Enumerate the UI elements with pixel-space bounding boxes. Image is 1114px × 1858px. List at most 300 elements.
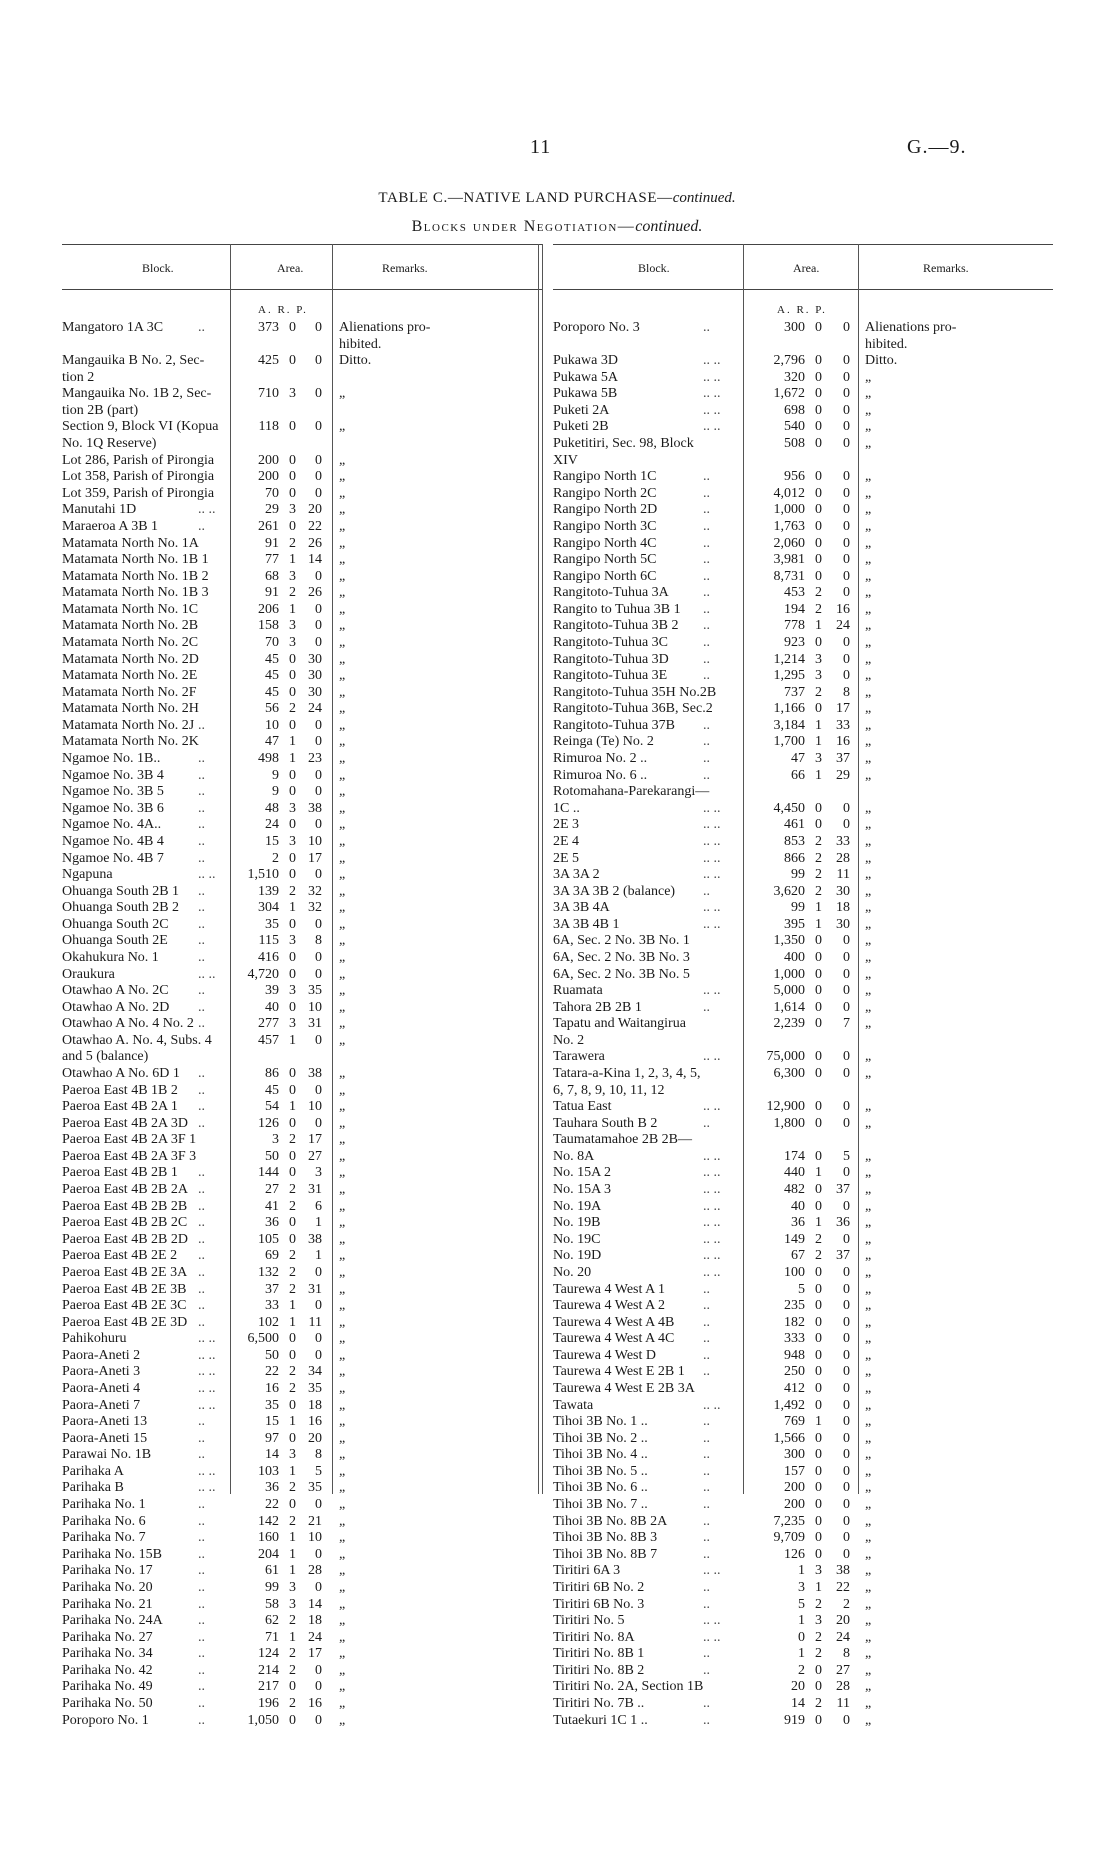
block-name: Paeroa East 4B 2A 1 xyxy=(62,1099,178,1115)
block-name: tion 2 xyxy=(62,369,95,385)
remarks: „ xyxy=(339,1480,346,1496)
block-name: Manutahi 1D xyxy=(62,502,137,518)
table-row xyxy=(553,1199,1053,1216)
area-roods: 0 xyxy=(815,1397,822,1413)
block-name: Rimuroa No. 6 .. xyxy=(553,767,648,783)
area-perches: 0 xyxy=(315,767,322,783)
leader-dots: .. xyxy=(703,502,710,518)
table-row xyxy=(553,469,1053,486)
area-roods: 1 xyxy=(289,601,296,617)
area-perches: 18 xyxy=(308,1397,322,1413)
area-acres: 1,350 xyxy=(773,933,805,949)
area-roods: 0 xyxy=(815,1546,822,1562)
remarks: „ xyxy=(865,502,872,518)
area-acres: 158 xyxy=(258,618,279,634)
table-row xyxy=(62,353,542,370)
block-name: Taurewa 4 West A 1 xyxy=(553,1281,665,1297)
block-name: Paeroa East 4B 2B 2A xyxy=(62,1182,188,1198)
table-row xyxy=(62,1480,542,1497)
area-roods: 0 xyxy=(815,966,822,982)
area-roods: 3 xyxy=(289,800,296,816)
remarks: „ xyxy=(865,999,872,1015)
remarks: „ xyxy=(339,634,346,650)
block-name: Ngamoe No. 4A.. xyxy=(62,817,162,833)
area-acres: 1,700 xyxy=(773,734,805,750)
block-name: Ruamata xyxy=(553,983,603,999)
area-acres: 126 xyxy=(784,1546,805,1562)
area-acres: 149 xyxy=(784,1231,805,1247)
remarks: „ xyxy=(865,767,872,783)
area-roods: 0 xyxy=(815,485,822,501)
block-name: Parihaka No. 27 xyxy=(62,1629,153,1645)
area-acres: 1,492 xyxy=(773,1397,805,1413)
block-name: 3A 3A 2 xyxy=(553,867,600,883)
area-perches: 0 xyxy=(843,949,850,965)
area-acres: 333 xyxy=(784,1331,805,1347)
area-roods: 0 xyxy=(289,867,296,883)
area-perches: 30 xyxy=(308,651,322,667)
area-acres: 124 xyxy=(258,1646,279,1662)
remarks: „ xyxy=(865,1381,872,1396)
area-acres: 1 xyxy=(798,1613,805,1629)
area-acres: 1 xyxy=(798,1563,805,1579)
area-perches: 28 xyxy=(308,1563,322,1579)
area-perches: 0 xyxy=(315,1032,322,1048)
table-row xyxy=(62,1497,542,1514)
area-acres: 50 xyxy=(265,1148,279,1164)
area-roods: 0 xyxy=(289,1066,296,1082)
block-name: Poroporo No. 3 xyxy=(553,320,640,335)
area-acres: 99 xyxy=(265,1579,279,1595)
block-name: Paora-Aneti 3 xyxy=(62,1364,141,1380)
area-roods: 1 xyxy=(289,900,296,916)
remarks: „ xyxy=(339,784,346,800)
table-row xyxy=(553,1265,1053,1282)
area-acres: 3,981 xyxy=(773,552,805,568)
area-perches: 29 xyxy=(836,767,850,783)
area-perches: 0 xyxy=(315,817,322,833)
table-row xyxy=(553,453,1053,470)
remarks: „ xyxy=(339,684,346,700)
block-name: 1C .. xyxy=(553,800,580,816)
area-acres: 27 xyxy=(265,1182,279,1198)
leader-dots: .. .. xyxy=(703,1563,721,1579)
area-roods: 3 xyxy=(289,502,296,518)
leader-dots: .. .. xyxy=(703,1264,721,1280)
block-name: Lot 359, Parish of Pirongia xyxy=(62,485,215,501)
leader-dots: .. xyxy=(703,734,710,750)
remarks: „ xyxy=(865,850,872,866)
area-perches: 24 xyxy=(308,701,322,717)
remarks: „ xyxy=(339,668,346,684)
area-acres: 373 xyxy=(258,320,279,335)
area-perches: 0 xyxy=(843,1049,850,1065)
area-roods: 1 xyxy=(289,1629,296,1645)
area-roods: 0 xyxy=(815,1182,822,1198)
block-name: Paeroa East 4B 2E 3B xyxy=(62,1281,187,1297)
area-acres: 217 xyxy=(258,1679,279,1695)
remarks: „ xyxy=(339,983,346,999)
area-perches: 34 xyxy=(308,1364,322,1380)
table-row xyxy=(553,1215,1053,1232)
area-roods: 0 xyxy=(815,1480,822,1496)
block-name: Rangipo North 2D xyxy=(553,502,658,518)
leader-dots: .. xyxy=(198,900,205,916)
remarks: „ xyxy=(865,883,872,899)
area-acres: 4,012 xyxy=(773,485,805,501)
table-row xyxy=(553,1514,1053,1531)
table-row xyxy=(62,1066,542,1083)
table-row xyxy=(62,884,542,901)
area-acres: 1,050 xyxy=(247,1712,279,1728)
remarks: „ xyxy=(865,1530,872,1546)
area-roods: 2 xyxy=(289,585,296,601)
leader-dots: .. xyxy=(703,1298,710,1314)
area-perches: 0 xyxy=(843,1381,850,1396)
table-row xyxy=(62,1116,542,1133)
area-perches: 32 xyxy=(308,883,322,899)
table-row xyxy=(553,1679,1053,1696)
area-roods: 0 xyxy=(289,850,296,866)
block-name: Rangitoto-Tuhua 35H No.2B xyxy=(553,684,717,700)
area-acres: 425 xyxy=(258,353,279,369)
leader-dots: .. .. xyxy=(198,1463,216,1479)
leader-dots: .. xyxy=(703,1281,710,1297)
area-acres: 1,295 xyxy=(773,668,805,684)
area-acres: 103 xyxy=(258,1463,279,1479)
table-row xyxy=(62,751,542,768)
table-row xyxy=(553,801,1053,818)
area-roods: 0 xyxy=(289,353,296,369)
area-roods: 3 xyxy=(815,651,822,667)
area-roods: 0 xyxy=(289,1148,296,1164)
block-name: Tihoi 3B No. 2 .. xyxy=(553,1430,648,1446)
table-row xyxy=(62,519,542,536)
table-row xyxy=(553,701,1053,718)
area-acres: 1 xyxy=(798,1646,805,1662)
area-roods: 0 xyxy=(815,1430,822,1446)
leader-dots: .. xyxy=(703,883,710,899)
area-acres: 440 xyxy=(784,1165,805,1181)
block-name: Tihoi 3B No. 6 .. xyxy=(553,1480,648,1496)
area-perches: 24 xyxy=(836,618,850,634)
block-name: Taurewa 4 West A 2 xyxy=(553,1298,665,1314)
area-acres: 4,720 xyxy=(247,966,279,982)
area-perches: 0 xyxy=(843,1497,850,1513)
remarks: „ xyxy=(339,1546,346,1562)
block-name: Matamata North No. 2B xyxy=(62,618,199,634)
area-acres: 956 xyxy=(784,469,805,485)
remarks: „ xyxy=(865,1016,872,1032)
remarks: „ xyxy=(339,1215,346,1231)
area-acres: 923 xyxy=(784,634,805,650)
area-roods: 1 xyxy=(815,1215,822,1231)
leader-dots: .. .. xyxy=(198,966,216,982)
area-perches: 0 xyxy=(843,1331,850,1347)
area-perches: 0 xyxy=(843,1314,850,1330)
table-row xyxy=(62,1530,542,1547)
table-row xyxy=(553,1132,1053,1149)
leader-dots: .. xyxy=(198,1115,205,1131)
area-roods: 2 xyxy=(815,601,822,617)
area-acres: 1,566 xyxy=(773,1430,805,1446)
area-acres: 196 xyxy=(258,1695,279,1711)
area-perches: 3 xyxy=(315,1165,322,1181)
leader-dots: .. .. xyxy=(703,1049,721,1065)
area-perches: 0 xyxy=(843,983,850,999)
block-name: Matamata North No. 1B 1 xyxy=(62,552,209,568)
remarks: „ xyxy=(865,1198,872,1214)
block-name: Tiritiri 6B No. 3 xyxy=(553,1596,645,1612)
area-roods: 1 xyxy=(815,1414,822,1430)
remarks: „ xyxy=(339,1314,346,1330)
area-perches: 38 xyxy=(308,800,322,816)
area-perches: 0 xyxy=(843,1165,850,1181)
area-perches: 31 xyxy=(308,1016,322,1032)
area-acres: 61 xyxy=(265,1563,279,1579)
area-roods: 0 xyxy=(289,1347,296,1363)
leader-dots: .. .. xyxy=(703,1165,721,1181)
block-name: Pahikohuru xyxy=(62,1331,127,1347)
table-row xyxy=(62,1381,542,1398)
block-name: 3A 3A 3B 2 (balance) xyxy=(553,883,676,899)
remarks: „ xyxy=(865,1314,872,1330)
block-name: Paeroa East 4B 2E 2 xyxy=(62,1248,178,1264)
leader-dots: .. xyxy=(703,767,710,783)
area-roods: 1 xyxy=(815,734,822,750)
remarks: „ xyxy=(339,1115,346,1131)
table-row xyxy=(553,552,1053,569)
area-perches: 27 xyxy=(836,1662,850,1678)
area-roods: 0 xyxy=(289,999,296,1015)
area-perches: 17 xyxy=(308,1132,322,1148)
area-roods: 0 xyxy=(815,1513,822,1529)
remarks: „ xyxy=(339,518,346,534)
table-row xyxy=(62,933,542,950)
remarks: „ xyxy=(865,601,872,617)
block-name: Rangitoto-Tuhua 3A xyxy=(553,585,669,601)
remarks: „ xyxy=(865,701,872,717)
leader-dots: .. xyxy=(198,1695,205,1711)
remarks: „ xyxy=(339,833,346,849)
area-roods: 0 xyxy=(815,1148,822,1164)
block-name: Parihaka No. 50 xyxy=(62,1695,153,1711)
area-acres: 48 xyxy=(265,800,279,816)
table-row xyxy=(62,1149,542,1166)
area-perches: 38 xyxy=(308,1231,322,1247)
area-acres: 10 xyxy=(265,717,279,733)
table-row xyxy=(62,1265,542,1282)
area-roods: 0 xyxy=(815,1016,822,1032)
area-acres: 22 xyxy=(265,1364,279,1380)
block-name: Paeroa East 4B 2A 3D xyxy=(62,1115,188,1131)
leader-dots: .. xyxy=(703,1646,710,1662)
area-perches: 0 xyxy=(843,966,850,982)
area-acres: 300 xyxy=(784,320,805,335)
table-row xyxy=(553,1447,1053,1464)
area-acres: 4,450 xyxy=(773,800,805,816)
block-name: 6, 7, 8, 9, 10, 11, 12 xyxy=(553,1082,665,1098)
leader-dots: .. .. xyxy=(703,850,721,866)
subtitle-main: Blocks under Negotiation— xyxy=(411,218,636,235)
remarks: „ xyxy=(339,933,346,949)
area-acres: 35 xyxy=(265,916,279,932)
area-roods: 2 xyxy=(815,1596,822,1612)
area-roods: 1 xyxy=(289,1414,296,1430)
block-name: Tarawera xyxy=(553,1049,605,1065)
area-roods: 1 xyxy=(289,1099,296,1115)
area-acres: 16 xyxy=(265,1381,279,1396)
area-acres: 698 xyxy=(784,402,805,418)
table-row xyxy=(62,618,542,635)
table-row xyxy=(62,1679,542,1696)
remarks: „ xyxy=(339,867,346,883)
block-name: 6A, Sec. 2 No. 3B No. 5 xyxy=(553,966,690,982)
area-acres: 853 xyxy=(784,833,805,849)
block-name: No. 20 xyxy=(553,1264,592,1280)
block-name: XIV xyxy=(553,452,578,468)
area-roods: 0 xyxy=(289,518,296,534)
area-roods: 1 xyxy=(815,900,822,916)
area-roods: 1 xyxy=(815,916,822,932)
area-acres: 0 xyxy=(798,1629,805,1645)
area-roods: 2 xyxy=(289,1381,296,1396)
leader-dots: .. xyxy=(703,469,710,485)
area-acres: 33 xyxy=(265,1298,279,1314)
table-row xyxy=(553,817,1053,834)
area-acres: 144 xyxy=(258,1165,279,1181)
table-row xyxy=(62,685,542,702)
remarks: „ xyxy=(339,1430,346,1446)
block-name: and 5 (balance) xyxy=(62,1049,149,1065)
block-name: Taurewa 4 West A 4B xyxy=(553,1314,675,1330)
remarks: „ xyxy=(865,1066,872,1082)
area-perches: 0 xyxy=(843,1281,850,1297)
area-perches: 0 xyxy=(843,1712,850,1728)
table-row xyxy=(62,1298,542,1315)
remarks: „ xyxy=(865,552,872,568)
area-acres: 132 xyxy=(258,1264,279,1280)
area-perches: 17 xyxy=(308,850,322,866)
block-name: Ohuanga South 2C xyxy=(62,916,169,932)
table-row xyxy=(62,1364,542,1381)
area-acres: 35 xyxy=(265,1397,279,1413)
leader-dots: .. xyxy=(703,1662,710,1678)
area-perches: 33 xyxy=(836,833,850,849)
leader-dots: .. xyxy=(703,1695,710,1711)
remarks: „ xyxy=(865,800,872,816)
area-roods: 2 xyxy=(815,585,822,601)
area-roods: 2 xyxy=(289,1364,296,1380)
block-name: Paeroa East 4B 2B 2D xyxy=(62,1231,188,1247)
block-name: Parihaka No. 6 xyxy=(62,1513,146,1529)
area-perches: 0 xyxy=(843,1463,850,1479)
table-title-main: TABLE C.—NATIVE LAND PURCHASE— xyxy=(378,190,673,206)
block-name: Mangatoro 1A 3C xyxy=(62,320,164,335)
area-perches: 38 xyxy=(308,1066,322,1082)
area-acres: 14 xyxy=(791,1695,805,1711)
col-header-area: Area. xyxy=(793,261,820,275)
block-name: Section 9, Block VI (Kopua xyxy=(62,419,219,435)
area-perches: 0 xyxy=(843,817,850,833)
area-acres: 68 xyxy=(265,568,279,584)
leader-dots: .. .. xyxy=(703,900,721,916)
remarks: „ xyxy=(865,933,872,949)
remarks: „ xyxy=(865,369,872,385)
area-roods: 0 xyxy=(815,1463,822,1479)
leader-dots: .. .. xyxy=(703,1397,721,1413)
block-name: Okahukura No. 1 xyxy=(62,949,159,965)
table-row xyxy=(62,1348,542,1365)
table-row xyxy=(62,983,542,1000)
area-roods: 1 xyxy=(289,1463,296,1479)
remarks: Alienations pro- xyxy=(865,320,957,335)
table-subtitle xyxy=(0,218,1114,236)
table-row xyxy=(553,1049,1053,1066)
block-name: Tihoi 3B No. 8B 2A xyxy=(553,1513,668,1529)
block-name: Ngamoe No. 4B 4 xyxy=(62,833,164,849)
block-name: Lot 286, Parish of Pirongia xyxy=(62,452,215,468)
remarks: „ xyxy=(339,1281,346,1297)
table-row xyxy=(62,453,542,470)
remarks: „ xyxy=(865,817,872,833)
area-roods: 0 xyxy=(289,1115,296,1131)
area-roods: 3 xyxy=(289,983,296,999)
area-perches: 10 xyxy=(308,1530,322,1546)
leader-dots: .. xyxy=(703,1497,710,1513)
area-perches: 0 xyxy=(315,784,322,800)
block-name: Matamata North No. 1B 3 xyxy=(62,585,209,601)
area-acres: 204 xyxy=(258,1546,279,1562)
table-row xyxy=(62,1696,542,1713)
remarks: „ xyxy=(339,1447,346,1463)
area-acres: 200 xyxy=(258,452,279,468)
block-name: 2E 3 xyxy=(553,817,580,833)
area-perches: 0 xyxy=(843,1298,850,1314)
table-row xyxy=(62,486,542,503)
area-roods: 0 xyxy=(815,518,822,534)
area-roods: 2 xyxy=(815,833,822,849)
table-row xyxy=(62,337,542,354)
col-header-area: Area. xyxy=(277,261,304,275)
area-perches: 26 xyxy=(308,585,322,601)
table-row xyxy=(553,1663,1053,1680)
area-acres: 2,239 xyxy=(773,1016,805,1032)
area-acres: 3 xyxy=(272,1132,279,1148)
area-roods: 2 xyxy=(289,1182,296,1198)
remarks: „ xyxy=(865,833,872,849)
leader-dots: .. .. xyxy=(703,386,721,402)
leader-dots: .. xyxy=(198,1016,205,1032)
table-row xyxy=(62,1099,542,1116)
right-rows xyxy=(553,320,1053,1729)
area-roods: 0 xyxy=(815,1347,822,1363)
area-acres: 3 xyxy=(798,1579,805,1595)
area-acres: 142 xyxy=(258,1513,279,1529)
remarks: „ xyxy=(865,900,872,916)
block-name: Rangitoto-Tuhua 3C xyxy=(553,634,668,650)
block-name: Parawai No. 1B xyxy=(62,1447,152,1463)
leader-dots: .. .. xyxy=(198,867,216,883)
leader-dots: .. xyxy=(198,800,205,816)
table-row xyxy=(62,1597,542,1614)
table-row xyxy=(62,635,542,652)
table-row xyxy=(553,1033,1053,1050)
area-roods: 3 xyxy=(289,568,296,584)
remarks: „ xyxy=(865,1679,872,1695)
table-row xyxy=(553,1398,1053,1415)
leader-dots: .. .. xyxy=(198,502,216,518)
